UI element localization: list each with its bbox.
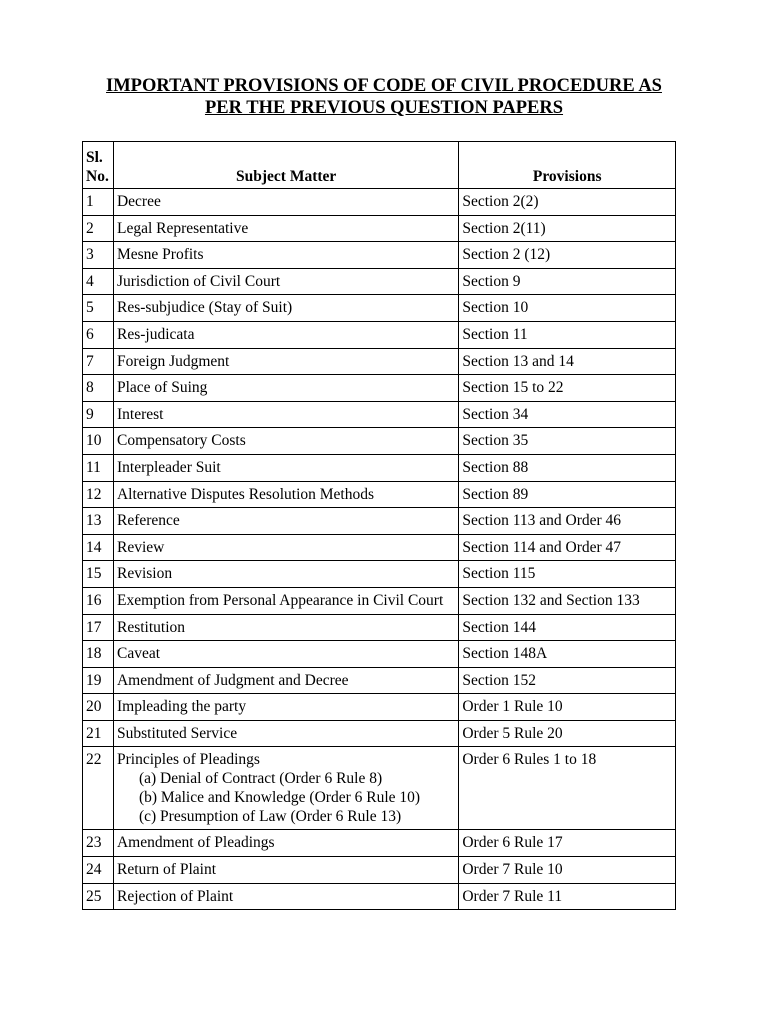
table-row	[83, 321, 676, 348]
provision-cell: Order 5 Rule 20	[459, 720, 676, 747]
subject-sub-item: (c) Presumption of Law (Order 6 Rule 13)	[138, 808, 402, 826]
subject-matter-cell	[113, 720, 458, 747]
provision-cell: Order 7 Rule 10	[459, 857, 676, 884]
subject-matter-text: Mesne Profits	[116, 246, 204, 264]
serial-number-cell: 10	[83, 428, 114, 455]
table-row	[83, 508, 676, 535]
provision-cell: Section 2(2)	[459, 189, 676, 216]
table-row	[83, 268, 676, 295]
provision-cell: Order 1 Rule 10	[459, 694, 676, 721]
serial-number-cell: 22	[83, 747, 114, 830]
subject-matter-text: Interest	[116, 405, 164, 423]
subject-matter-text: Res-subjudice (Stay of Suit)	[116, 299, 293, 317]
table-row	[83, 830, 676, 857]
subject-matter-cell	[113, 508, 458, 535]
subject-matter-text: Exemption from Personal Appearance in Civil Court	[116, 591, 444, 609]
provision-cell: Section 2(11)	[459, 215, 676, 242]
table-row	[83, 189, 676, 216]
table-row	[83, 561, 676, 588]
subject-matter-text: Decree	[116, 193, 161, 210]
provision-cell: Section 152	[459, 667, 676, 694]
table-row	[83, 614, 676, 641]
serial-number-cell: 12	[83, 481, 114, 508]
subject-matter-cell	[113, 667, 458, 694]
provision-cell: Section 88	[459, 454, 676, 481]
serial-number-cell: 21	[83, 720, 114, 747]
table-row	[83, 348, 676, 375]
header-provisions: Provisions	[459, 142, 676, 189]
subject-matter-cell	[113, 641, 458, 668]
subject-matter-cell	[113, 481, 458, 508]
subject-matter-cell	[113, 428, 458, 455]
provision-cell: Section 132 and Section 133	[459, 587, 676, 614]
subject-matter-cell	[113, 268, 458, 295]
provision-cell: Order 6 Rule 17	[459, 830, 676, 857]
subject-matter-cell	[113, 694, 458, 721]
table-row	[83, 747, 676, 830]
subject-matter-cell	[113, 883, 458, 910]
header-subject-matter: Subject Matter	[113, 142, 458, 189]
subject-matter-cell	[113, 587, 458, 614]
subject-matter-cell	[113, 561, 458, 588]
subject-sub-item: (a) Denial of Contract (Order 6 Rule 8)	[138, 770, 383, 788]
subject-matter-text: Alternative Disputes Resolution Methods	[116, 485, 374, 503]
header-serial-number-line-2: No.	[86, 168, 109, 185]
provision-cell: Section 115	[459, 561, 676, 588]
subject-matter-text: Impleading the party	[116, 698, 247, 716]
table-row	[83, 454, 676, 481]
table-row	[83, 215, 676, 242]
subject-matter-text: Restitution	[116, 618, 186, 636]
provision-cell: Order 6 Rules 1 to 18	[459, 747, 676, 830]
serial-number-cell: 5	[83, 295, 114, 322]
table-row	[83, 694, 676, 721]
table-row	[83, 295, 676, 322]
subject-matter-text: Rejection of Plaint	[116, 887, 234, 905]
provision-cell: Section 9	[459, 268, 676, 295]
subject-matter-text: Amendment of Pleadings	[116, 834, 275, 852]
provision-cell: Section 13 and 14	[459, 348, 676, 375]
serial-number-cell: 9	[83, 401, 114, 428]
subject-matter-cell	[113, 189, 458, 216]
subject-matter-cell	[113, 375, 458, 402]
table-row	[83, 375, 676, 402]
table-row	[83, 641, 676, 668]
provision-cell: Order 7 Rule 11	[459, 883, 676, 910]
serial-number-cell: 20	[83, 694, 114, 721]
table-row	[83, 481, 676, 508]
subject-matter-text: Review	[116, 538, 165, 556]
table-row	[83, 667, 676, 694]
subject-matter-cell	[113, 857, 458, 884]
table-body	[83, 189, 676, 910]
serial-number-cell: 13	[83, 508, 114, 535]
subject-matter-cell	[113, 534, 458, 561]
table-header-row	[83, 142, 676, 189]
subject-matter-text: Place of Suing	[116, 379, 208, 397]
serial-number-cell: 24	[83, 857, 114, 884]
serial-number-cell: 1	[83, 189, 114, 216]
provision-cell: Section 113 and Order 46	[459, 508, 676, 535]
provisions-table	[82, 141, 676, 910]
provision-cell: Section 10	[459, 295, 676, 322]
subject-matter-text: Amendment of Judgment and Decree	[116, 671, 349, 689]
serial-number-cell: 23	[83, 830, 114, 857]
serial-number-cell: 6	[83, 321, 114, 348]
subject-sub-item: (b) Malice and Knowledge (Order 6 Rule 10)	[138, 789, 421, 807]
document-title	[60, 75, 708, 119]
document-title-line-1: IMPORTANT PROVISIONS OF CODE OF CIVIL PROCEDURE AS	[106, 76, 662, 96]
serial-number-cell: 7	[83, 348, 114, 375]
subject-matter-text: Jurisdiction of Civil Court	[116, 272, 281, 290]
subject-matter-text: Foreign Judgment	[116, 352, 230, 370]
provision-cell: Section 89	[459, 481, 676, 508]
subject-matter-cell	[113, 215, 458, 242]
subject-matter-cell	[113, 321, 458, 348]
header-serial-number	[83, 142, 114, 189]
serial-number-cell: 8	[83, 375, 114, 402]
subject-matter-text: Revision	[116, 565, 173, 583]
table-row	[83, 883, 676, 910]
table-row	[83, 428, 676, 455]
subject-matter-cell	[113, 242, 458, 269]
subject-matter-cell	[113, 295, 458, 322]
serial-number-cell: 18	[83, 641, 114, 668]
table-row	[83, 242, 676, 269]
serial-number-cell: 16	[83, 587, 114, 614]
subject-matter-cell	[113, 454, 458, 481]
subject-matter-text: Substituted Service	[116, 724, 238, 742]
subject-matter-text: Principles of Pleadings	[116, 751, 260, 769]
provision-cell: Section 15 to 22	[459, 375, 676, 402]
table-row	[83, 401, 676, 428]
serial-number-cell: 19	[83, 667, 114, 694]
subject-matter-cell	[113, 614, 458, 641]
subject-matter-cell	[113, 348, 458, 375]
table-row	[83, 720, 676, 747]
serial-number-cell: 2	[83, 215, 114, 242]
serial-number-cell: 3	[83, 242, 114, 269]
subject-matter-cell	[113, 830, 458, 857]
table-row	[83, 857, 676, 884]
subject-matter-text: Reference	[116, 512, 180, 530]
serial-number-cell: 17	[83, 614, 114, 641]
provision-cell: Section 35	[459, 428, 676, 455]
serial-number-cell: 14	[83, 534, 114, 561]
provision-cell: Section 114 and Order 47	[459, 534, 676, 561]
serial-number-cell: 11	[83, 454, 114, 481]
provision-cell: Section 2 (12)	[459, 242, 676, 269]
subject-matter-text: Interpleader Suit	[116, 458, 221, 476]
table-row	[83, 587, 676, 614]
table-row	[83, 534, 676, 561]
subject-matter-text: Caveat	[116, 645, 161, 663]
serial-number-cell: 15	[83, 561, 114, 588]
header-serial-number-line-1: Sl.	[86, 149, 103, 166]
serial-number-cell: 4	[83, 268, 114, 295]
subject-matter-text: Legal Representative	[116, 219, 249, 237]
table-header	[83, 142, 676, 189]
subject-matter-text: Res-judicata	[116, 325, 195, 343]
subject-matter-cell	[113, 401, 458, 428]
subject-matter-text: Compensatory Costs	[116, 432, 246, 450]
provision-cell: Section 148A	[459, 641, 676, 668]
subject-matter-cell	[113, 747, 458, 830]
subject-matter-text: Return of Plaint	[116, 861, 217, 879]
provision-cell: Section 11	[459, 321, 676, 348]
serial-number-cell: 25	[83, 883, 114, 910]
provision-cell: Section 144	[459, 614, 676, 641]
document-title-line-2: PER THE PREVIOUS QUESTION PAPERS	[204, 98, 564, 118]
provision-cell: Section 34	[459, 401, 676, 428]
